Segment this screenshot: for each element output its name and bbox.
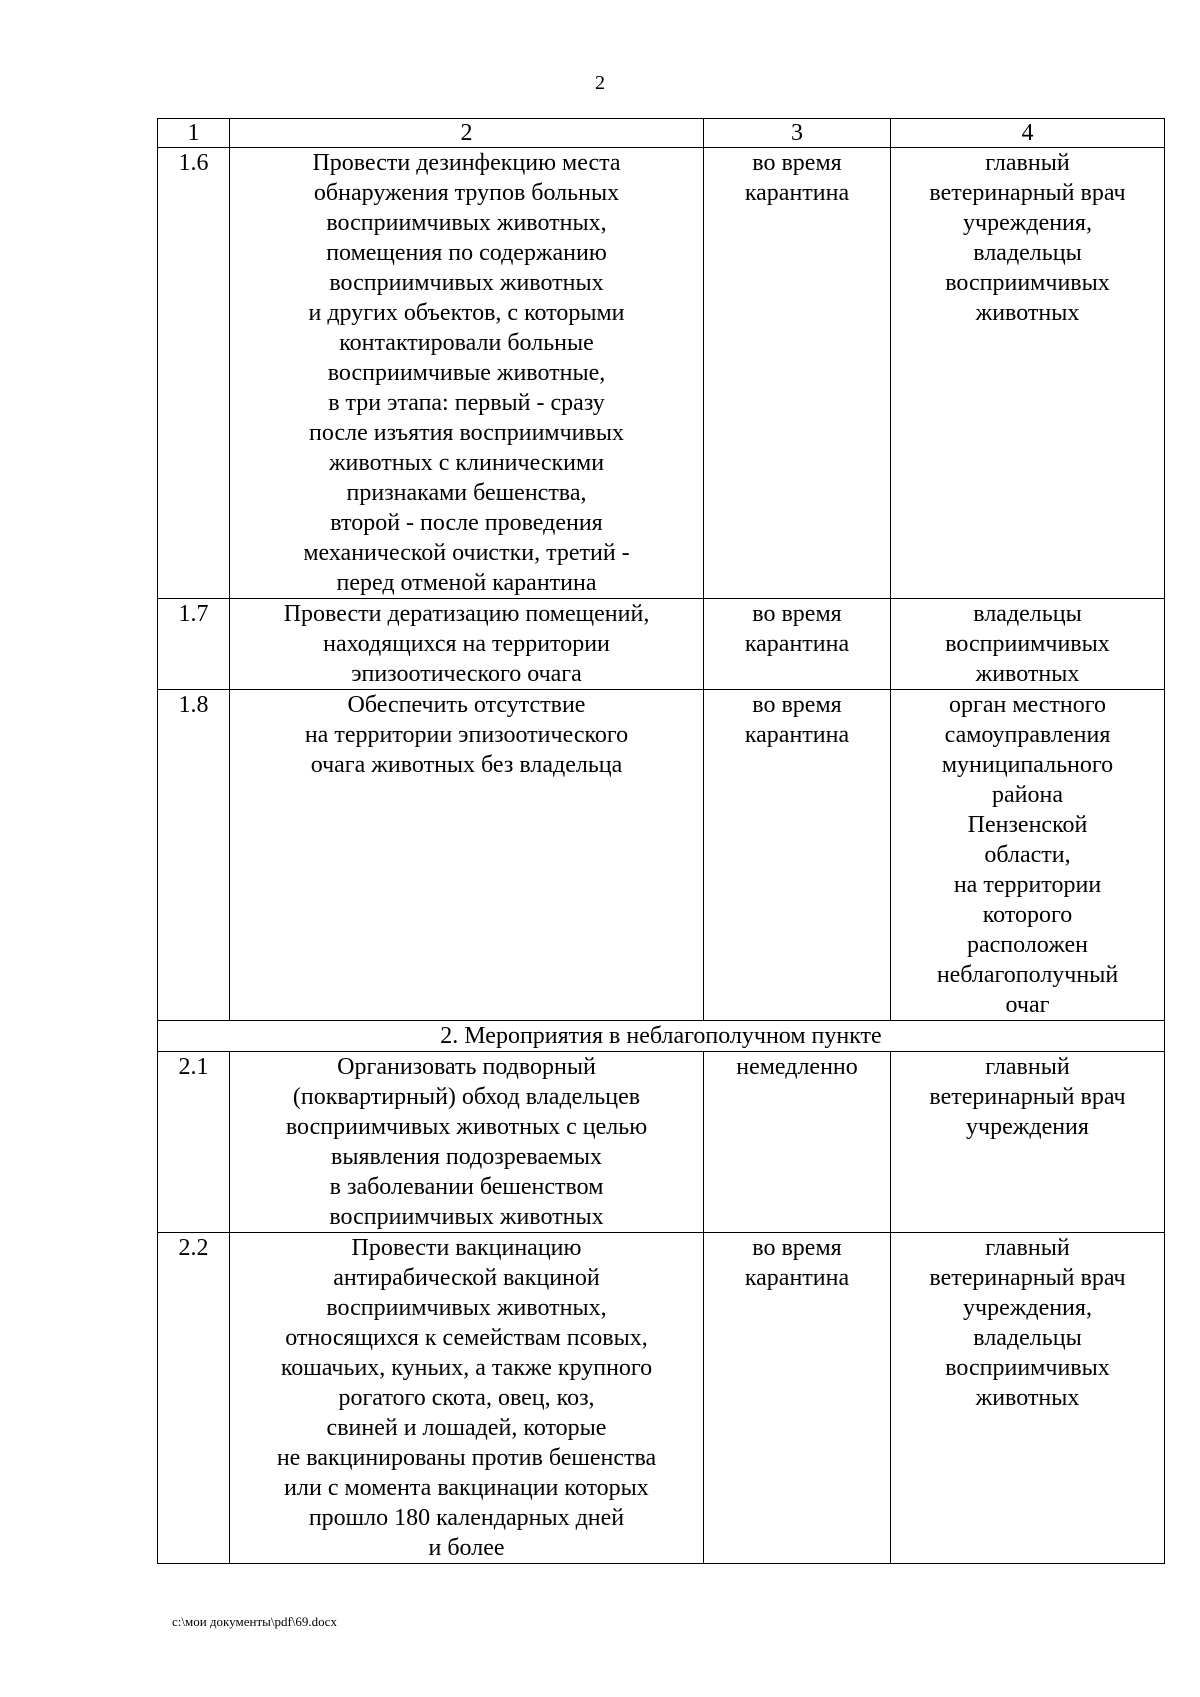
text-line: ветеринарный врач bbox=[929, 1265, 1126, 1291]
section-title: 2. Мероприятия в неблагополучном пункте bbox=[158, 1021, 1165, 1052]
text-line: восприимчивых животных bbox=[329, 270, 604, 296]
text-line: Пензенской bbox=[967, 812, 1088, 838]
text-line: на территории bbox=[953, 872, 1102, 898]
text-line: признаками бешенства, bbox=[346, 480, 587, 506]
row-responsible bbox=[891, 148, 1165, 599]
text-line: района bbox=[992, 782, 1063, 808]
text-line: и других объектов, с которыми bbox=[308, 300, 625, 326]
text-line: восприимчивых животных bbox=[329, 1204, 604, 1230]
row-action bbox=[230, 1052, 704, 1233]
text-line: после изъятия восприимчивых bbox=[309, 420, 624, 446]
table-row bbox=[158, 1233, 1165, 1564]
text-line: очага животных без владельца bbox=[310, 752, 623, 778]
text-line: восприимчивых bbox=[945, 1355, 1110, 1381]
text-line: эпизоотического очага bbox=[351, 661, 582, 687]
text-line: перед отменой карантина bbox=[336, 570, 597, 596]
text-line: во время bbox=[752, 601, 842, 627]
text-line: Организовать подворный bbox=[337, 1054, 596, 1080]
text-line: контактировали больные bbox=[339, 330, 594, 356]
row-term bbox=[704, 1052, 891, 1233]
text-line: карантина bbox=[744, 1265, 850, 1291]
text-line: кошачьих, куньих, а также крупного bbox=[280, 1355, 653, 1381]
text-line: Провести дератизацию помещений, bbox=[283, 601, 650, 627]
text-line: муниципального bbox=[941, 752, 1114, 778]
text-line: главный bbox=[985, 1054, 1070, 1080]
table-header-row bbox=[158, 119, 1165, 148]
text-line: во время bbox=[752, 692, 842, 718]
text-line: ветеринарный врач bbox=[929, 180, 1126, 206]
text-line: восприимчивых bbox=[945, 270, 1110, 296]
text-line: учреждения bbox=[966, 1114, 1089, 1140]
measures-table bbox=[157, 118, 1165, 1564]
text-line: прошло 180 календарных дней bbox=[308, 1505, 625, 1531]
table-row bbox=[158, 599, 1165, 690]
text-line: Провести дезинфекцию места bbox=[312, 150, 621, 176]
text-line: главный bbox=[985, 1235, 1070, 1261]
table-row bbox=[158, 148, 1165, 599]
text-line: находящихся на территории bbox=[323, 631, 610, 657]
text-line: животных bbox=[975, 1385, 1080, 1411]
text-line: помещения по содержанию bbox=[326, 240, 607, 266]
text-line: восприимчивых животных, bbox=[326, 210, 607, 236]
section-header-row bbox=[158, 1021, 1165, 1052]
text-line: орган местного bbox=[948, 692, 1106, 718]
text-line: (поквартирный) обход владельцев bbox=[292, 1084, 641, 1110]
text-line: неблагополучный bbox=[936, 962, 1119, 988]
text-line: учреждения, bbox=[963, 210, 1092, 236]
text-line: выявления подозреваемых bbox=[331, 1144, 602, 1170]
header-cell-3: 3 bbox=[704, 119, 891, 148]
text-line: и более bbox=[428, 1535, 505, 1561]
text-line: относящихся к семействам псовых, bbox=[285, 1325, 648, 1351]
row-action bbox=[230, 690, 704, 1021]
text-line: животных bbox=[975, 300, 1080, 326]
text-line: антирабической вакциной bbox=[333, 1265, 600, 1291]
text-line: в три этапа: первый - сразу bbox=[328, 390, 605, 416]
page-number: 2 bbox=[595, 72, 605, 94]
row-term bbox=[704, 1233, 891, 1564]
text-line: расположен bbox=[967, 932, 1088, 958]
text-line: не вакцинированы против бешенства bbox=[276, 1445, 657, 1471]
row-responsible bbox=[891, 599, 1165, 690]
text-line: ветеринарный врач bbox=[929, 1084, 1126, 1110]
text-line: во время bbox=[752, 1235, 842, 1261]
text-line: в заболевании бешенством bbox=[329, 1174, 604, 1200]
text-line: Обеспечить отсутствие bbox=[347, 692, 586, 718]
text-line: рогатого скота, овец, коз, bbox=[338, 1385, 595, 1411]
text-line: учреждения, bbox=[963, 1295, 1092, 1321]
text-line: или с момента вакцинации которых bbox=[284, 1475, 649, 1501]
header-cell-2: 2 bbox=[230, 119, 704, 148]
row-number: 2.2 bbox=[158, 1233, 230, 1564]
table-row bbox=[158, 1052, 1165, 1233]
row-number: 1.8 bbox=[158, 690, 230, 1021]
text-line: карантина bbox=[744, 180, 850, 206]
text-line: очаг bbox=[1005, 992, 1050, 1018]
text-line: немедленно bbox=[736, 1054, 858, 1080]
row-action bbox=[230, 1233, 704, 1564]
row-number: 1.6 bbox=[158, 148, 230, 599]
text-line: животных bbox=[975, 661, 1080, 687]
text-line: во время bbox=[752, 150, 842, 176]
text-line: на территории эпизоотического bbox=[304, 722, 629, 748]
text-line: обнаружения трупов больных bbox=[313, 180, 620, 206]
text-line: второй - после проведения bbox=[330, 510, 603, 536]
text-line: механической очистки, третий - bbox=[303, 540, 630, 566]
text-line: животных с клиническими bbox=[328, 450, 605, 476]
row-term bbox=[704, 690, 891, 1021]
text-line: владельцы bbox=[973, 240, 1082, 266]
row-number: 2.1 bbox=[158, 1052, 230, 1233]
row-number: 1.7 bbox=[158, 599, 230, 690]
text-line: карантина bbox=[744, 722, 850, 748]
text-line: восприимчивых bbox=[945, 631, 1110, 657]
table-row bbox=[158, 690, 1165, 1021]
row-action bbox=[230, 148, 704, 599]
row-responsible bbox=[891, 1233, 1165, 1564]
row-action bbox=[230, 599, 704, 690]
text-line: области, bbox=[984, 842, 1071, 868]
row-term bbox=[704, 148, 891, 599]
text-line: восприимчивых животных с целью bbox=[285, 1114, 648, 1140]
file-path-footer: c:\мои документы\pdf\69.docx bbox=[172, 1614, 337, 1629]
header-cell-1: 1 bbox=[158, 119, 230, 148]
text-line: владельцы bbox=[973, 601, 1082, 627]
row-responsible bbox=[891, 1052, 1165, 1233]
row-responsible bbox=[891, 690, 1165, 1021]
header-cell-4: 4 bbox=[891, 119, 1165, 148]
text-line: самоуправления bbox=[944, 722, 1111, 748]
text-line: которого bbox=[982, 902, 1073, 928]
text-line: свиней и лошадей, которые bbox=[326, 1415, 607, 1441]
text-line: Провести вакцинацию bbox=[351, 1235, 582, 1261]
text-line: восприимчивые животные, bbox=[327, 360, 606, 386]
text-line: главный bbox=[985, 150, 1070, 176]
text-line: восприимчивых животных, bbox=[326, 1295, 607, 1321]
text-line: владельцы bbox=[973, 1325, 1082, 1351]
row-term bbox=[704, 599, 891, 690]
text-line: карантина bbox=[744, 631, 850, 657]
